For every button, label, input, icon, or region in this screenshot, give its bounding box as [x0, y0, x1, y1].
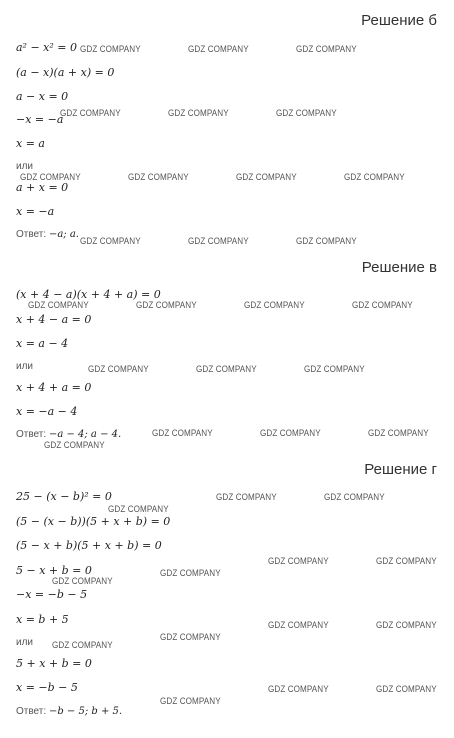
watermark: GDZ COMPANY: [352, 300, 413, 310]
watermark: GDZ COMPANY: [268, 684, 329, 694]
watermark: GDZ COMPANY: [216, 492, 277, 502]
equation-line: x = a − 4: [16, 337, 69, 350]
equation-line: 25 − (x − b)² = 0: [16, 490, 112, 503]
equation-line: x = −b − 5: [16, 681, 78, 694]
watermark: GDZ COMPANY: [28, 300, 89, 310]
answer-value: −b − 5; b + 5.: [48, 706, 123, 717]
equation-line: x + 4 − a = 0: [16, 313, 92, 326]
watermark: GDZ COMPANY: [276, 108, 337, 118]
watermark: GDZ COMPANY: [296, 236, 357, 246]
answer-line: [16, 429, 121, 440]
equation-line: x = a: [16, 137, 45, 150]
watermark: GDZ COMPANY: [160, 632, 221, 642]
equation-line: (a − x)(a + x) = 0: [16, 66, 115, 79]
watermark: GDZ COMPANY: [168, 108, 229, 118]
equation-line: x = −a: [16, 205, 55, 218]
watermark: GDZ COMPANY: [268, 620, 329, 630]
watermark: GDZ COMPANY: [344, 172, 405, 182]
watermark: GDZ COMPANY: [296, 44, 357, 54]
equation-line: (5 − (x − b))(5 + x + b) = 0: [16, 515, 171, 528]
watermark: GDZ COMPANY: [152, 428, 213, 438]
watermark: GDZ COMPANY: [60, 108, 121, 118]
equation-line: x = −a − 4: [16, 405, 78, 418]
answer-line: [16, 229, 79, 240]
watermark: GDZ COMPANY: [376, 684, 437, 694]
watermark: GDZ COMPANY: [196, 364, 257, 374]
section-title-b: Решение б: [361, 12, 437, 29]
section-title-v: Решение в: [361, 259, 437, 276]
equation-line: (x + 4 − a)(x + 4 + a) = 0: [16, 288, 161, 301]
watermark: GDZ COMPANY: [136, 300, 197, 310]
watermark: GDZ COMPANY: [188, 44, 249, 54]
equation-line: 5 + x + b = 0: [16, 657, 92, 670]
watermark: GDZ COMPANY: [368, 428, 429, 438]
watermark: GDZ COMPANY: [324, 492, 385, 502]
or-label: или: [16, 161, 34, 172]
watermark: GDZ COMPANY: [188, 236, 249, 246]
watermark: GDZ COMPANY: [128, 172, 189, 182]
equation-line: a − x = 0: [16, 90, 69, 103]
watermark: GDZ COMPANY: [236, 172, 297, 182]
answer-value: −a; a.: [48, 229, 79, 240]
watermark: GDZ COMPANY: [260, 428, 321, 438]
equation-line: (5 − x + b)(5 + x + b) = 0: [16, 539, 162, 552]
equation-line: a + x = 0: [16, 181, 69, 194]
watermark: GDZ COMPANY: [160, 568, 221, 578]
section-title-g: Решение г: [364, 461, 437, 478]
watermark: GDZ COMPANY: [52, 640, 113, 650]
watermark: GDZ COMPANY: [88, 364, 149, 374]
answer-label: Ответ:: [16, 229, 47, 240]
equation-line: 5 − x + b = 0: [16, 564, 92, 577]
watermark: GDZ COMPANY: [268, 556, 329, 566]
watermark: GDZ COMPANY: [80, 44, 141, 54]
equation-line: −x = −a: [16, 113, 64, 126]
equation-line: −x = −b − 5: [16, 588, 88, 601]
or-label: или: [16, 637, 34, 648]
watermark: GDZ COMPANY: [52, 576, 113, 586]
equation-line: x = b + 5: [16, 613, 69, 626]
equation-line: a² − x² = 0: [16, 41, 77, 54]
watermark: GDZ COMPANY: [160, 696, 221, 706]
answer-label: Ответ:: [16, 706, 47, 717]
watermark: GDZ COMPANY: [304, 364, 365, 374]
watermark: GDZ COMPANY: [108, 504, 169, 514]
watermark: GDZ COMPANY: [80, 236, 141, 246]
watermark: GDZ COMPANY: [244, 300, 305, 310]
watermark: GDZ COMPANY: [376, 556, 437, 566]
answer-value: −a − 4; a − 4.: [48, 429, 122, 440]
answer-label: Ответ:: [16, 429, 47, 440]
equation-line: x + 4 + a = 0: [16, 381, 92, 394]
watermark: GDZ COMPANY: [44, 440, 105, 450]
or-label: или: [16, 361, 34, 372]
watermark: GDZ COMPANY: [376, 620, 437, 630]
answer-line: [16, 706, 122, 717]
watermark: GDZ COMPANY: [20, 172, 81, 182]
